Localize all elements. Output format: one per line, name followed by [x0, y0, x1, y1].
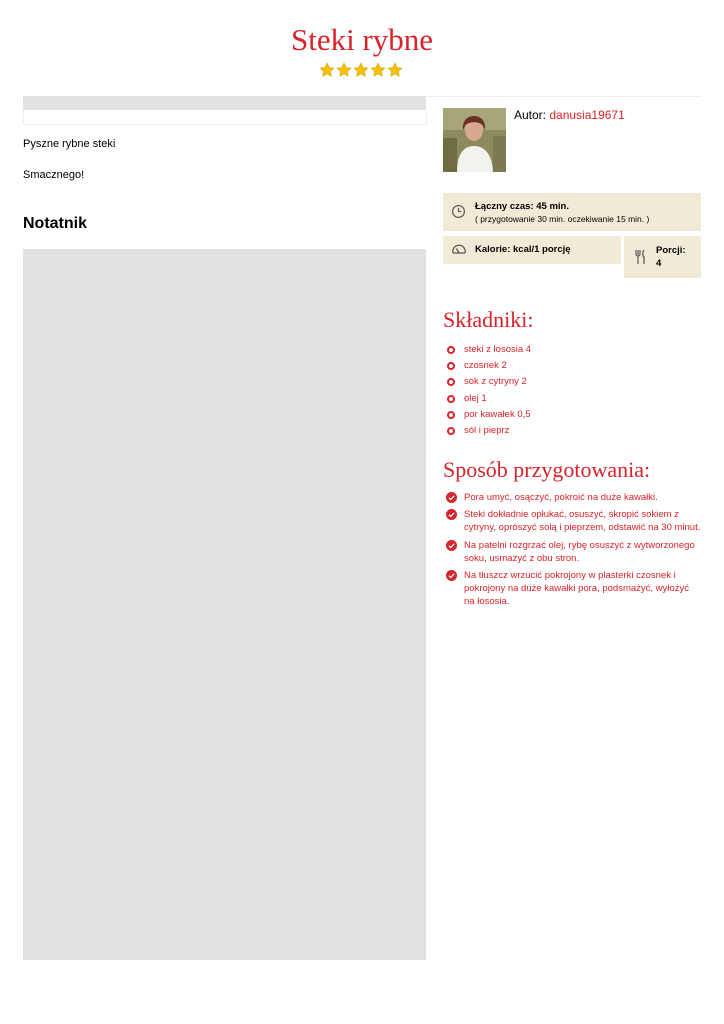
ingredient-text: steki z łososia 4 [464, 344, 532, 355]
calories-label: Kalorie: kcal/1 porcję [475, 244, 571, 255]
list-item [443, 358, 531, 374]
check-circle-icon [446, 570, 457, 581]
star-icon [370, 62, 386, 78]
cutlery-icon [634, 249, 646, 265]
list-item [443, 342, 531, 358]
calories-box [443, 236, 621, 264]
notes-area [23, 249, 426, 960]
ingredient-text: czosnek 2 [464, 360, 507, 372]
circle-bullet-icon [447, 346, 455, 354]
star-icon [319, 62, 335, 78]
ingredient-text: sól i pieprz [464, 424, 510, 436]
circle-bullet-icon [447, 427, 455, 435]
list-item [443, 407, 531, 423]
list-item [443, 539, 701, 565]
circle-bullet-icon [447, 362, 455, 370]
time-breakdown: ( przygotowanie 30 min. oczekiwanie 15 min. ) [475, 214, 650, 224]
divider [427, 96, 701, 97]
avatar [443, 108, 506, 172]
notes-heading: Notatnik [23, 215, 87, 232]
servings-box [624, 236, 701, 278]
list-item [443, 491, 701, 504]
check-circle-icon [446, 540, 457, 551]
method-heading: Sposób przygotowania: [443, 457, 651, 482]
list-item [443, 508, 701, 534]
author-photo [443, 108, 506, 172]
recipe-title: Steki rybne [290, 22, 434, 57]
author-line [514, 108, 625, 122]
author-label: Autor: [514, 108, 547, 122]
step-text: Pora umyć, osączyć, pokroić na duże kawałki. [464, 492, 658, 503]
ingredient-text: olej 1 [464, 392, 487, 404]
list-item [443, 569, 701, 609]
servings-value: 4 [656, 258, 662, 269]
list-item [443, 423, 531, 439]
author-link[interactable]: danusia19671 [549, 108, 625, 122]
image-placeholder-bar [23, 96, 426, 110]
circle-bullet-icon [447, 378, 455, 386]
recipe-closing: Smacznego! [23, 169, 85, 181]
step-text: Na tłuszcz wrzucić pokrojony w plasterki czosnek i pokrojony na duże kawałki pora, podsmażyć, wyłożyć na łososia. [464, 570, 689, 608]
clock-icon [451, 204, 466, 219]
circle-bullet-icon [447, 411, 455, 419]
check-circle-icon [446, 492, 457, 503]
recipe-description: Pyszne rybne steki [23, 138, 116, 150]
star-icon [387, 62, 403, 78]
ingredient-text: por kawałek 0,5 [464, 408, 531, 420]
gauge-icon [451, 242, 467, 257]
star-icon [336, 62, 352, 78]
step-text: Na patelni rozgrzać olej, rybę osuszyć z wytworzonego soku, usmażyć z obu stron. [464, 539, 695, 564]
rating-stars [319, 62, 405, 80]
ingredient-text: sok z cytryny 2 [464, 376, 527, 388]
total-time-box [443, 193, 701, 231]
total-time-label: Łączny czas: 45 min. [475, 201, 569, 212]
ingredients-heading: Składniki: [443, 307, 534, 332]
list-item [443, 391, 531, 407]
servings-label [656, 244, 696, 270]
image-frame [23, 110, 427, 125]
check-circle-icon [446, 509, 457, 520]
circle-bullet-icon [447, 395, 455, 403]
step-text: Steki dokładnie opłukać, osuszyć, skropić sokiem z cytryny, oprószyć solą i pieprzem, odstawić na 30 minut. [464, 509, 701, 534]
ingredients-list [443, 342, 531, 439]
star-icon [353, 62, 369, 78]
servings-title: Porcji: [656, 245, 686, 256]
method-steps [443, 491, 701, 613]
list-item [443, 374, 531, 390]
